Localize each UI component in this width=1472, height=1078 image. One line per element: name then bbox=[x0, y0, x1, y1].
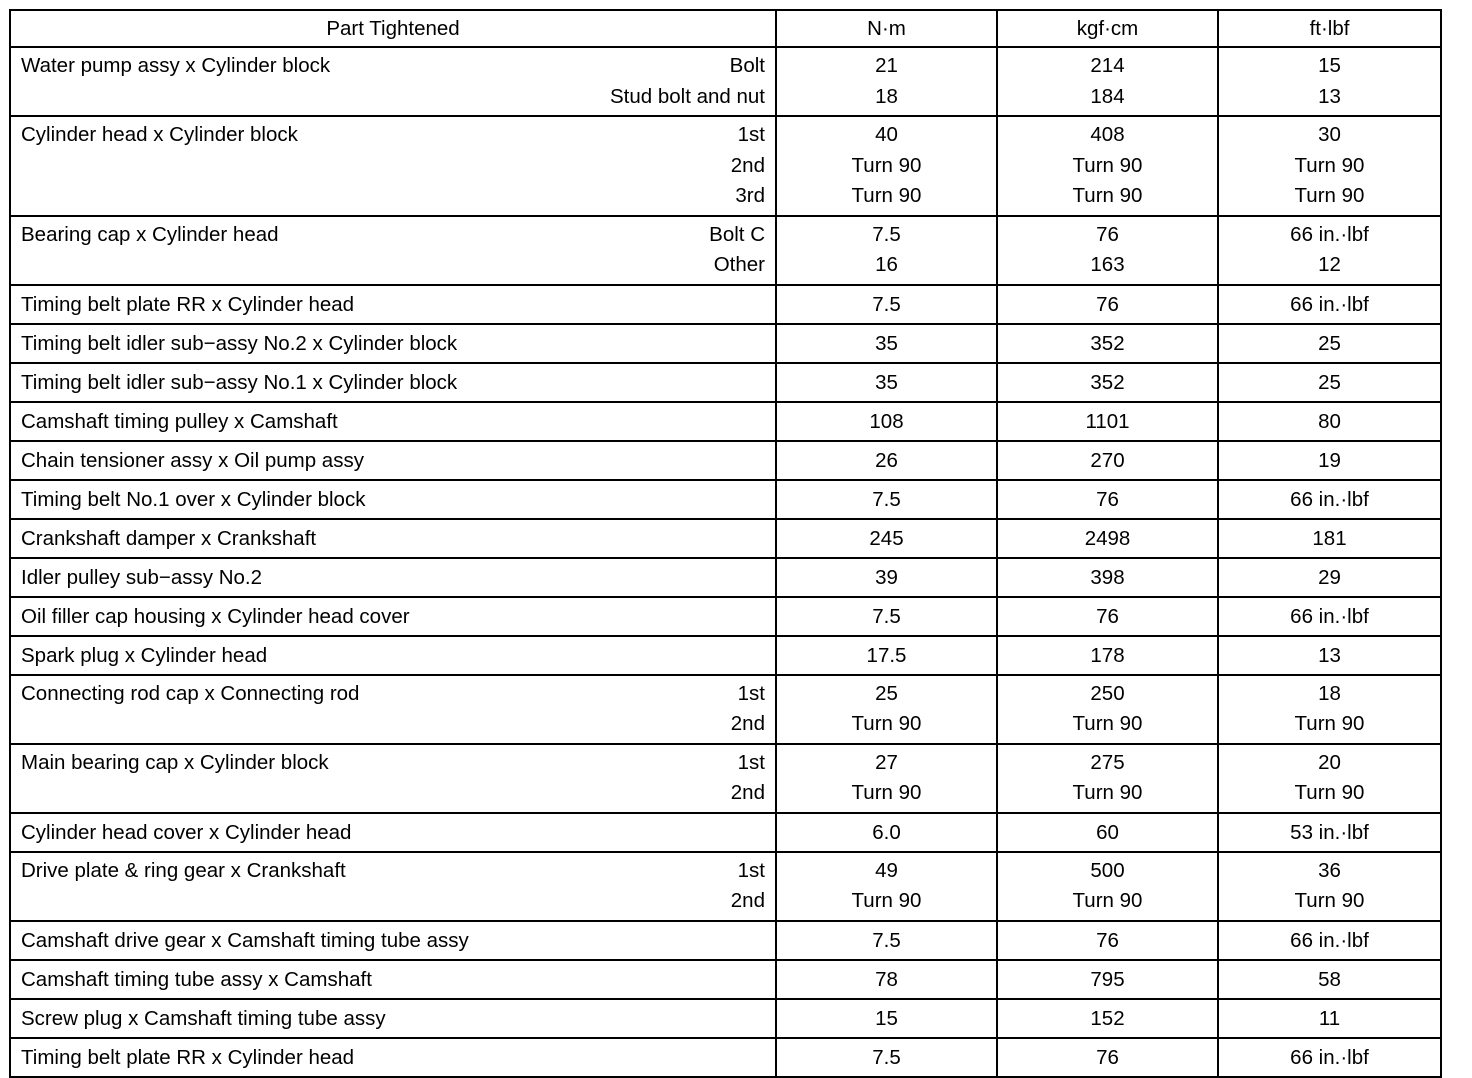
part-tightened-cell bbox=[10, 480, 776, 519]
table-row bbox=[10, 285, 1441, 324]
nm-value: 78 bbox=[875, 967, 898, 991]
ft-lbf-value-cell bbox=[1218, 999, 1441, 1038]
part-sub-label: Stud bolt and nut bbox=[609, 84, 765, 108]
ft-lbf-value: 25 bbox=[1318, 331, 1341, 355]
nm-value: 7.5 bbox=[872, 292, 901, 316]
nm-value: 7.5 bbox=[872, 1045, 901, 1069]
header-nm: N·m bbox=[776, 10, 997, 47]
ft-lbf-value: 53 in.·lbf bbox=[1290, 820, 1369, 844]
nm-value-cell bbox=[776, 285, 997, 324]
ft-lbf-value: 11 bbox=[1318, 1006, 1341, 1030]
kgf-cm-value-cell bbox=[997, 216, 1218, 285]
nm-value: 7.5 bbox=[872, 928, 901, 952]
ft-lbf-value: 13 bbox=[1318, 643, 1341, 667]
ft-lbf-value: 66 in.·lbf bbox=[1290, 487, 1369, 511]
ft-lbf-value-cell bbox=[1218, 363, 1441, 402]
ft-lbf-value-cell bbox=[1218, 285, 1441, 324]
kgf-cm-value: 76 bbox=[1096, 487, 1119, 511]
nm-value-cell bbox=[776, 999, 997, 1038]
part-name: Timing belt plate RR x Cylinder head bbox=[21, 1045, 355, 1069]
ft-lbf-value-cell bbox=[1218, 402, 1441, 441]
table-row bbox=[10, 999, 1441, 1038]
part-name: Water pump assy x Cylinder block bbox=[21, 54, 331, 77]
nm-value-cell bbox=[776, 324, 997, 363]
part-tightened-cell bbox=[10, 116, 776, 216]
nm-value: 21 bbox=[875, 54, 898, 77]
part-name: Camshaft drive gear x Camshaft timing tube assy bbox=[21, 928, 469, 952]
table-row bbox=[10, 47, 1441, 116]
part-tightened-cell bbox=[10, 960, 776, 999]
header-part-tightened: Part Tightened bbox=[10, 10, 776, 47]
ft-lbf-value: 18 bbox=[1318, 681, 1341, 705]
ft-lbf-value-cell bbox=[1218, 116, 1441, 216]
part-name: Drive plate & ring gear x Crankshaft bbox=[21, 858, 346, 882]
table-row bbox=[10, 960, 1441, 999]
ft-lbf-value-cell bbox=[1218, 519, 1441, 558]
nm-value-cell bbox=[776, 216, 997, 285]
kgf-cm-value: 352 bbox=[1090, 331, 1125, 355]
ft-lbf-value: 58 bbox=[1318, 967, 1341, 991]
part-tightened-cell bbox=[10, 216, 776, 285]
part-name: Spark plug x Cylinder head bbox=[21, 643, 268, 667]
kgf-cm-value-cell bbox=[997, 402, 1218, 441]
ft-lbf-value: 66 in.·lbf bbox=[1290, 222, 1369, 246]
table-row bbox=[10, 402, 1441, 441]
table-row bbox=[10, 852, 1441, 921]
part-name: Timing belt idler sub−assy No.2 x Cylinder block bbox=[21, 331, 458, 355]
table-row bbox=[10, 116, 1441, 216]
ft-lbf-value: Turn 90 bbox=[1294, 889, 1365, 912]
table-row bbox=[10, 675, 1441, 744]
nm-value-cell bbox=[776, 519, 997, 558]
nm-value: 35 bbox=[875, 370, 898, 394]
nm-value: 35 bbox=[875, 331, 898, 355]
part-tightened-cell bbox=[10, 597, 776, 636]
part-sub-label: 1st bbox=[737, 750, 765, 774]
ft-lbf-value-cell bbox=[1218, 441, 1441, 480]
nm-value-cell bbox=[776, 636, 997, 675]
part-tightened-cell bbox=[10, 852, 776, 921]
table-row bbox=[10, 921, 1441, 960]
kgf-cm-value: 250 bbox=[1090, 681, 1125, 705]
kgf-cm-value: 184 bbox=[1090, 84, 1125, 108]
ft-lbf-value-cell bbox=[1218, 675, 1441, 744]
nm-value-cell bbox=[776, 813, 997, 852]
part-name: Bearing cap x Cylinder head bbox=[21, 222, 279, 246]
nm-value: 108 bbox=[869, 409, 904, 433]
nm-value: 49 bbox=[875, 858, 898, 882]
nm-value-cell bbox=[776, 558, 997, 597]
part-tightened-cell bbox=[10, 813, 776, 852]
table-row bbox=[10, 813, 1441, 852]
part-name: Screw plug x Camshaft timing tube assy bbox=[21, 1006, 386, 1030]
ft-lbf-value: 25 bbox=[1318, 370, 1341, 394]
nm-value: Turn 90 bbox=[851, 889, 922, 912]
ft-lbf-value: Turn 90 bbox=[1294, 153, 1365, 177]
kgf-cm-value: Turn 90 bbox=[1072, 153, 1143, 177]
kgf-cm-value: 76 bbox=[1096, 604, 1119, 628]
part-name: Timing belt plate RR x Cylinder head bbox=[21, 292, 355, 316]
table-row bbox=[10, 744, 1441, 813]
nm-value: 17.5 bbox=[866, 643, 907, 667]
ft-lbf-value: 66 in.·lbf bbox=[1290, 292, 1369, 316]
part-sub-label: 1st bbox=[737, 858, 765, 882]
ft-lbf-value: 19 bbox=[1318, 448, 1341, 472]
kgf-cm-value-cell bbox=[997, 921, 1218, 960]
part-name: Timing belt idler sub−assy No.1 x Cylinder block bbox=[21, 370, 458, 394]
kgf-cm-value-cell bbox=[997, 47, 1218, 116]
kgf-cm-value: 76 bbox=[1096, 928, 1119, 952]
nm-value: 27 bbox=[875, 750, 898, 774]
ft-lbf-value: Turn 90 bbox=[1294, 781, 1365, 804]
ft-lbf-value-cell bbox=[1218, 558, 1441, 597]
kgf-cm-value-cell bbox=[997, 324, 1218, 363]
nm-value: 39 bbox=[875, 565, 898, 589]
nm-value: 40 bbox=[875, 123, 898, 146]
kgf-cm-value: 275 bbox=[1090, 750, 1125, 774]
part-tightened-cell bbox=[10, 744, 776, 813]
part-tightened-cell bbox=[10, 1038, 776, 1077]
table-row bbox=[10, 519, 1441, 558]
part-sub-label: 2nd bbox=[730, 889, 765, 912]
part-name: Chain tensioner assy x Oil pump assy bbox=[21, 448, 364, 472]
part-name: Oil filler cap housing x Cylinder head cover bbox=[21, 604, 410, 628]
kgf-cm-value: 270 bbox=[1090, 448, 1125, 472]
nm-value: 7.5 bbox=[872, 487, 901, 511]
table-row bbox=[10, 597, 1441, 636]
part-tightened-cell bbox=[10, 363, 776, 402]
ft-lbf-value: 12 bbox=[1318, 253, 1341, 276]
part-sub-label: 1st bbox=[737, 681, 765, 705]
part-name: Main bearing cap x Cylinder block bbox=[21, 750, 329, 774]
ft-lbf-value: 13 bbox=[1318, 84, 1341, 108]
ft-lbf-value-cell bbox=[1218, 921, 1441, 960]
ft-lbf-value: 80 bbox=[1318, 409, 1341, 433]
kgf-cm-value: 2498 bbox=[1084, 526, 1131, 550]
table-row bbox=[10, 558, 1441, 597]
ft-lbf-value-cell bbox=[1218, 813, 1441, 852]
kgf-cm-value-cell bbox=[997, 558, 1218, 597]
kgf-cm-value: 152 bbox=[1090, 1006, 1125, 1030]
table-row bbox=[10, 480, 1441, 519]
kgf-cm-value-cell bbox=[997, 813, 1218, 852]
nm-value: 18 bbox=[875, 84, 898, 108]
part-tightened-cell bbox=[10, 441, 776, 480]
part-sub-label: 2nd bbox=[730, 153, 765, 177]
nm-value: 7.5 bbox=[872, 222, 901, 246]
part-sub-label: Bolt C bbox=[709, 222, 765, 246]
ft-lbf-value: 20 bbox=[1318, 750, 1341, 774]
kgf-cm-value-cell bbox=[997, 999, 1218, 1038]
kgf-cm-value: 76 bbox=[1096, 1045, 1119, 1069]
part-tightened-cell bbox=[10, 324, 776, 363]
part-tightened-cell bbox=[10, 402, 776, 441]
kgf-cm-value-cell bbox=[997, 852, 1218, 921]
part-name: Connecting rod cap x Connecting rod bbox=[21, 681, 360, 705]
part-tightened-cell bbox=[10, 921, 776, 960]
table-row bbox=[10, 636, 1441, 675]
ft-lbf-value: 15 bbox=[1318, 54, 1341, 77]
kgf-cm-value: Turn 90 bbox=[1072, 889, 1143, 912]
kgf-cm-value: 178 bbox=[1090, 643, 1125, 667]
part-name: Timing belt No.1 over x Cylinder block bbox=[21, 487, 366, 511]
part-name: Crankshaft damper x Crankshaft bbox=[21, 526, 317, 550]
nm-value-cell bbox=[776, 960, 997, 999]
kgf-cm-value-cell bbox=[997, 744, 1218, 813]
nm-value: 7.5 bbox=[872, 604, 901, 628]
ft-lbf-value-cell bbox=[1218, 324, 1441, 363]
part-name: Camshaft timing tube assy x Camshaft bbox=[21, 967, 372, 991]
nm-value: Turn 90 bbox=[851, 712, 922, 735]
table-row bbox=[10, 216, 1441, 285]
nm-value: 15 bbox=[875, 1006, 898, 1030]
ft-lbf-value: 66 in.·lbf bbox=[1290, 604, 1369, 628]
kgf-cm-value: Turn 90 bbox=[1072, 712, 1143, 735]
nm-value: 16 bbox=[875, 253, 898, 276]
part-sub-label: Bolt bbox=[729, 54, 765, 77]
ft-lbf-value: 30 bbox=[1318, 123, 1341, 146]
part-tightened-cell bbox=[10, 999, 776, 1038]
ft-lbf-value: 66 in.·lbf bbox=[1290, 1045, 1369, 1069]
nm-value: Turn 90 bbox=[851, 781, 922, 804]
ft-lbf-value: Turn 90 bbox=[1294, 184, 1365, 207]
kgf-cm-value: 76 bbox=[1096, 222, 1119, 246]
nm-value: Turn 90 bbox=[851, 153, 922, 177]
part-sub-label: 2nd bbox=[730, 781, 765, 804]
kgf-cm-value: 76 bbox=[1096, 292, 1119, 316]
kgf-cm-value-cell bbox=[997, 636, 1218, 675]
part-name: Cylinder head x Cylinder block bbox=[21, 123, 298, 146]
table-body bbox=[10, 47, 1441, 1077]
kgf-cm-value: 408 bbox=[1090, 123, 1125, 146]
nm-value: 245 bbox=[869, 526, 904, 550]
nm-value-cell bbox=[776, 597, 997, 636]
part-sub-label: 1st bbox=[737, 123, 765, 146]
kgf-cm-value-cell bbox=[997, 363, 1218, 402]
part-tightened-cell bbox=[10, 675, 776, 744]
part-sub-label: Other bbox=[713, 253, 765, 276]
nm-value-cell bbox=[776, 47, 997, 116]
ft-lbf-value: 36 bbox=[1318, 858, 1341, 882]
kgf-cm-value-cell bbox=[997, 1038, 1218, 1077]
part-sub-label: 3rd bbox=[735, 184, 765, 207]
kgf-cm-value: 795 bbox=[1090, 967, 1125, 991]
part-name: Idler pulley sub−assy No.2 bbox=[21, 565, 263, 589]
kgf-cm-value: 398 bbox=[1090, 565, 1125, 589]
header-row bbox=[10, 10, 1441, 47]
torque-specification-table bbox=[9, 9, 1442, 1078]
kgf-cm-value: 163 bbox=[1090, 253, 1125, 276]
kgf-cm-value-cell bbox=[997, 285, 1218, 324]
table-row bbox=[10, 363, 1441, 402]
part-name: Cylinder head cover x Cylinder head bbox=[21, 820, 352, 844]
nm-value-cell bbox=[776, 116, 997, 216]
kgf-cm-value: Turn 90 bbox=[1072, 184, 1143, 207]
kgf-cm-value-cell bbox=[997, 116, 1218, 216]
kgf-cm-value: 60 bbox=[1096, 820, 1119, 844]
header-kgf-cm: kgf·cm bbox=[997, 10, 1218, 47]
nm-value-cell bbox=[776, 852, 997, 921]
table-row bbox=[10, 324, 1441, 363]
ft-lbf-value-cell bbox=[1218, 1038, 1441, 1077]
nm-value-cell bbox=[776, 480, 997, 519]
ft-lbf-value-cell bbox=[1218, 216, 1441, 285]
ft-lbf-value-cell bbox=[1218, 47, 1441, 116]
nm-value: 26 bbox=[875, 448, 898, 472]
kgf-cm-value: Turn 90 bbox=[1072, 781, 1143, 804]
ft-lbf-value-cell bbox=[1218, 597, 1441, 636]
ft-lbf-value-cell bbox=[1218, 852, 1441, 921]
ft-lbf-value-cell bbox=[1218, 744, 1441, 813]
ft-lbf-value: 181 bbox=[1312, 526, 1347, 550]
nm-value-cell bbox=[776, 1038, 997, 1077]
part-tightened-cell bbox=[10, 519, 776, 558]
part-tightened-cell bbox=[10, 47, 776, 116]
ft-lbf-value-cell bbox=[1218, 480, 1441, 519]
nm-value-cell bbox=[776, 441, 997, 480]
part-tightened-cell bbox=[10, 636, 776, 675]
ft-lbf-value-cell bbox=[1218, 960, 1441, 999]
part-name: Camshaft timing pulley x Camshaft bbox=[21, 409, 338, 433]
kgf-cm-value-cell bbox=[997, 519, 1218, 558]
kgf-cm-value: 352 bbox=[1090, 370, 1125, 394]
table-row bbox=[10, 441, 1441, 480]
table-row bbox=[10, 1038, 1441, 1077]
kgf-cm-value-cell bbox=[997, 597, 1218, 636]
nm-value-cell bbox=[776, 402, 997, 441]
part-tightened-cell bbox=[10, 558, 776, 597]
nm-value: 25 bbox=[875, 681, 898, 705]
part-sub-label: 2nd bbox=[730, 712, 765, 735]
kgf-cm-value: 214 bbox=[1090, 54, 1125, 77]
part-tightened-cell bbox=[10, 285, 776, 324]
kgf-cm-value-cell bbox=[997, 480, 1218, 519]
nm-value: 6.0 bbox=[872, 820, 901, 844]
ft-lbf-value-cell bbox=[1218, 636, 1441, 675]
kgf-cm-value-cell bbox=[997, 675, 1218, 744]
kgf-cm-value: 500 bbox=[1090, 858, 1125, 882]
ft-lbf-value: 29 bbox=[1318, 565, 1341, 589]
kgf-cm-value: 1101 bbox=[1085, 409, 1130, 433]
ft-lbf-value: Turn 90 bbox=[1294, 712, 1365, 735]
nm-value-cell bbox=[776, 744, 997, 813]
nm-value-cell bbox=[776, 363, 997, 402]
kgf-cm-value-cell bbox=[997, 441, 1218, 480]
nm-value-cell bbox=[776, 675, 997, 744]
ft-lbf-value: 66 in.·lbf bbox=[1290, 928, 1369, 952]
kgf-cm-value-cell bbox=[997, 960, 1218, 999]
nm-value: Turn 90 bbox=[851, 184, 922, 207]
nm-value-cell bbox=[776, 921, 997, 960]
header-ft-lbf: ft·lbf bbox=[1218, 10, 1441, 47]
